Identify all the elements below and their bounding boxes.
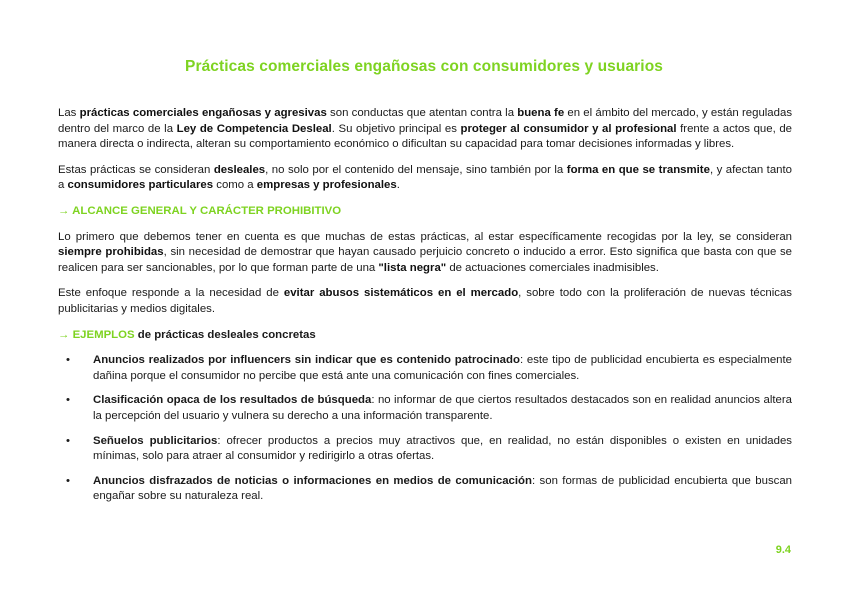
- approach-paragraph: [58, 286, 792, 317]
- page-title: Prácticas comerciales engañosas con consumidores y usuarios: [185, 58, 663, 75]
- arrow-right-icon: →: [58, 204, 70, 217]
- document-body: [58, 106, 792, 514]
- list-item: [58, 434, 792, 465]
- bold-term: desleales: [213, 163, 266, 176]
- bold-term: empresas y profesionales: [256, 179, 397, 192]
- section-heading-ejemplos: [58, 328, 792, 344]
- text-run: como a: [213, 179, 257, 192]
- scope-paragraph: [58, 163, 792, 194]
- bold-term: Anuncios disfrazados de noticias o informaciones en medios de comunicación: [93, 474, 532, 487]
- text-run: de actuaciones comerciales inadmisibles.: [446, 261, 659, 274]
- text-run: : ofrecer productos a precios muy atractivos que, en realidad, no están disponibles o existen en unidades mínimas, solo para atraer al consumidor y redirigirlo a otras ofertas.: [93, 434, 793, 463]
- text-run: .: [396, 179, 400, 192]
- intro-paragraph: [58, 106, 792, 153]
- bold-term: Anuncios realizados por influencers sin indicar que es contenido patrocinado: [93, 354, 520, 367]
- text-run: : son formas de publicidad encubierta que buscan engañar sobre su naturaleza real.: [93, 474, 793, 503]
- arrow-right-icon: →: [58, 328, 70, 341]
- bold-term: evitar abusos sistemáticos en el mercado: [283, 287, 519, 300]
- section-heading-highlight: EJEMPLOS: [72, 328, 135, 341]
- text-run: : no informar de que ciertos resultados destacados son en realidad anuncios altera la percepción del usuario y vulnera su derecho a una información transparente.: [93, 394, 793, 422]
- bold-term: proteger al consumidor y al profesional: [460, 122, 677, 135]
- bold-term: Clasificación opaca de los resultados de búsqueda: [93, 394, 372, 407]
- text-run: , sin necesidad de demostrar que hayan causado perjuicio concreto o inducido a error. Esto significa que basta con que se realicen para ser sancionables, por lo que forman parte de una: [58, 246, 792, 274]
- section-heading-text: ALCANCE GENERAL Y CARÁCTER PROHIBITIVO: [72, 204, 342, 217]
- bullet-icon: •: [66, 394, 70, 407]
- bold-term: Ley de Competencia Desleal: [176, 122, 332, 135]
- text-run: , sobre todo con la proliferación de nuevas técnicas publicitarias y medios digitales.: [58, 287, 792, 315]
- text-run: frente a actos que, de manera directa o indirecta, alteran su comportamiento económico o dificultan su capacidad para tomar decisiones informadas y libres.: [58, 122, 792, 151]
- bullet-icon: •: [66, 474, 70, 487]
- bold-term: prácticas comerciales engañosas y agresivas: [79, 107, 327, 119]
- text-run: son conductas que atentan contra la: [326, 107, 518, 119]
- page-number: 9.4: [775, 544, 791, 556]
- bold-term: Señuelos publicitarios: [93, 434, 218, 447]
- text-run: : este tipo de publicidad encubierta es especialmente dañina porque el consumidor no percibe que está ante una comunicación con fines comerciales.: [93, 354, 792, 382]
- bold-term: consumidores particulares: [67, 179, 214, 192]
- list-item: [58, 474, 792, 505]
- section-heading-rest: de prácticas desleales concretas: [134, 328, 316, 341]
- text-run: , y afectan tanto a: [58, 163, 793, 192]
- bold-term: "lista negra": [378, 261, 447, 274]
- text-run: Este enfoque responde a la necesidad de: [58, 287, 284, 300]
- list-item: [58, 353, 792, 384]
- text-run: Las: [58, 107, 80, 119]
- bullet-icon: •: [66, 354, 70, 367]
- bold-term: siempre prohibidas: [58, 246, 164, 259]
- text-run: Lo primero que debemos tener en cuenta es que muchas de estas prácticas, al estar específicamente recogidas por la ley, se consideran: [58, 230, 792, 243]
- prohibition-paragraph: [58, 230, 792, 277]
- list-item: [58, 393, 792, 424]
- text-run: , no solo por el contenido del mensaje, sino también por la: [265, 163, 567, 176]
- text-run: . Su objetivo principal es: [331, 122, 461, 135]
- bold-term: buena fe: [517, 107, 565, 119]
- bullet-icon: •: [66, 434, 70, 447]
- text-run: Estas prácticas se consideran: [58, 163, 214, 176]
- text-run: en el ámbito del mercado, y están reguladas dentro del marco de la: [58, 107, 793, 135]
- bold-term: forma en que se transmite: [566, 163, 710, 176]
- section-heading-alcance: [58, 204, 792, 220]
- examples-list: [58, 353, 792, 505]
